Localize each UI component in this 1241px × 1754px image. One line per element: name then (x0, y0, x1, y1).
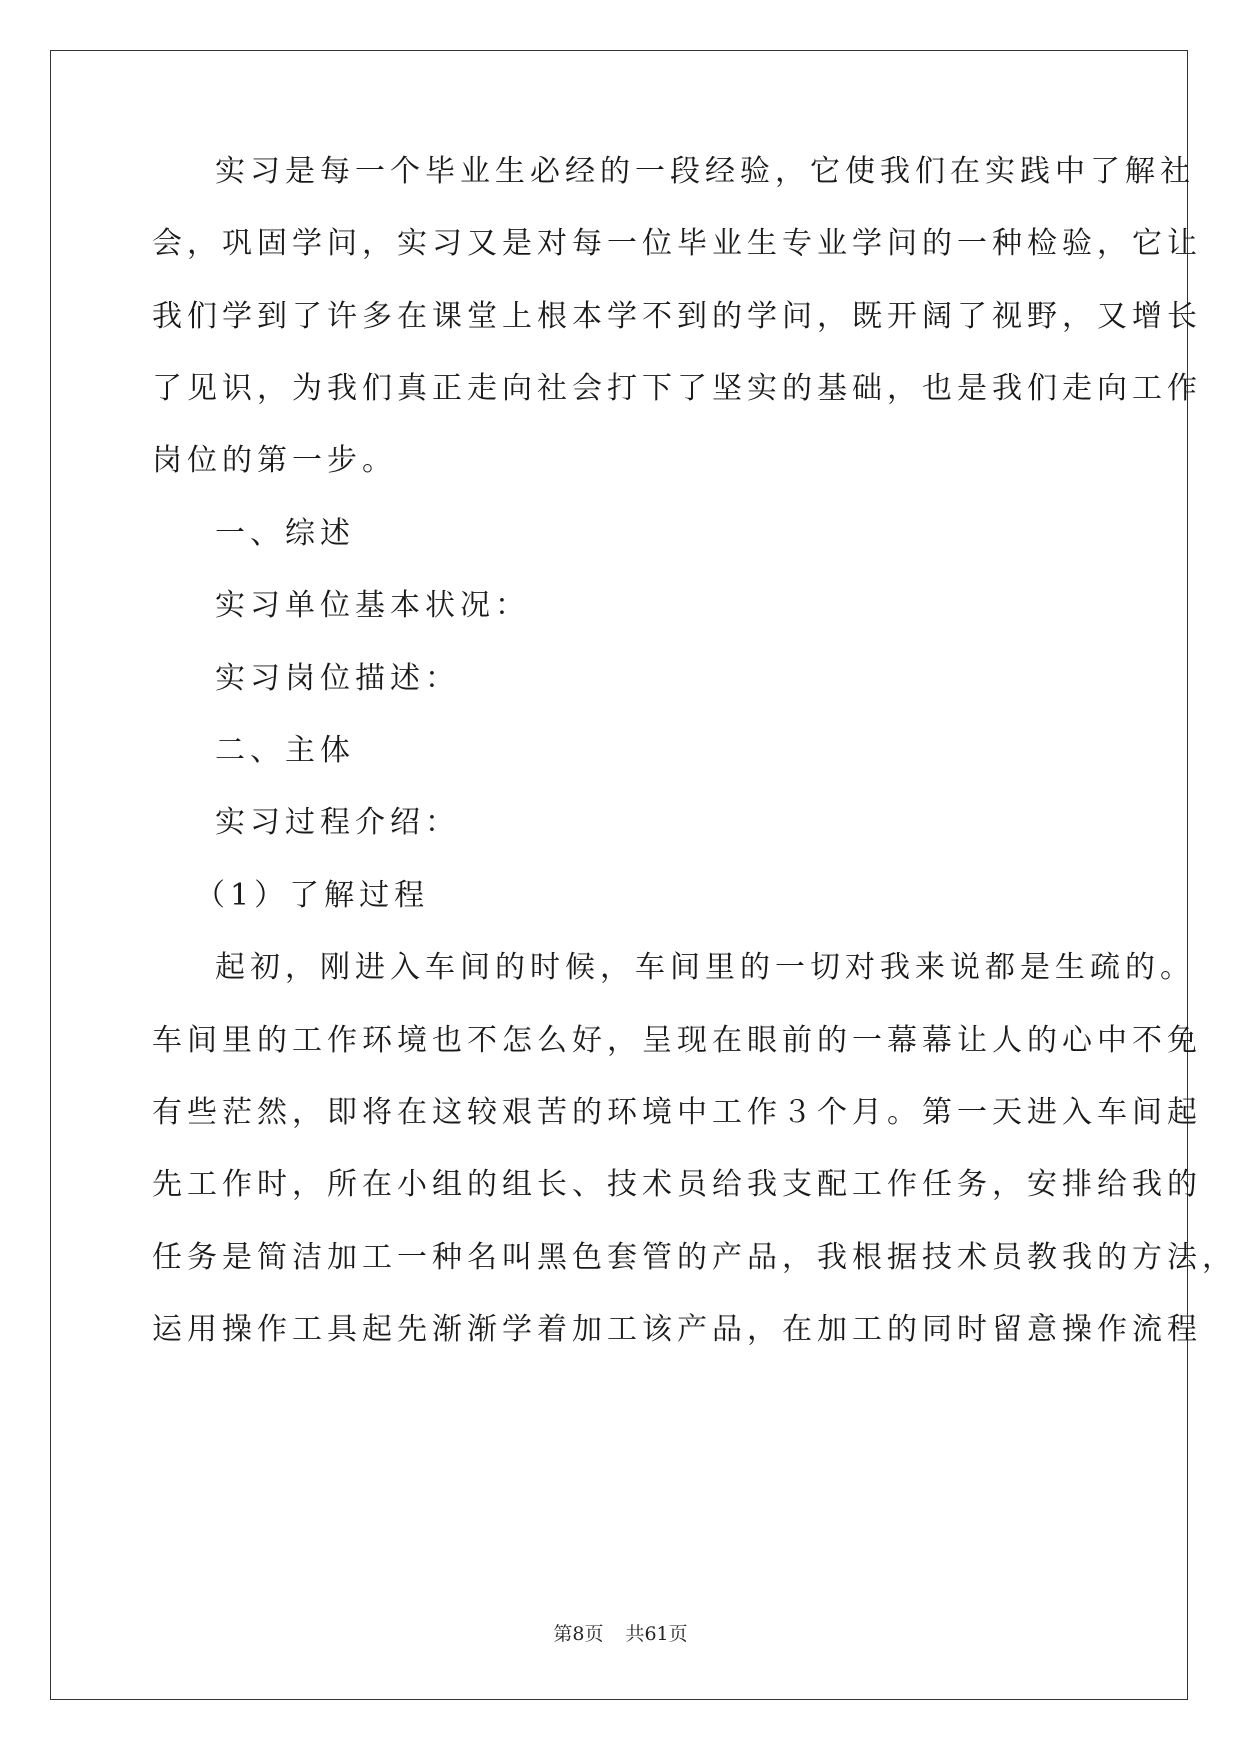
process-line-5: 任务是简洁加工一种名叫黑色套管的产品，我根据技术员教我的方法， (152, 1240, 1237, 1275)
intro-line-2: 会，巩固学问，实习又是对每一位毕业生专业学问的一种检验，它让 (152, 226, 1202, 261)
intro-line-4: 了见识，为我们真正走向社会打下了坚实的基础，也是我们走向工作 (152, 371, 1202, 406)
process-line-4: 先工作时，所在小组的组长、技术员给我支配工作任务，安排给我的 (152, 1167, 1202, 1202)
intro-line-3: 我们学到了许多在课堂上根本学不到的学问，既开阔了视野，又增长 (152, 299, 1202, 334)
page-number-current: 第8页 (553, 1623, 604, 1645)
process-line-2: 车间里的工作环境也不怎么好，呈现在眼前的一幕幕让人的心中不免 (152, 1023, 1202, 1058)
intro-line-5: 岗位的第一步。 (152, 443, 397, 478)
process-line-6: 运用操作工具起先渐渐学着加工该产品，在加工的同时留意操作流程 (152, 1312, 1202, 1347)
section-heading-summary: 一、综述 (215, 516, 355, 551)
item-process-intro: 实习过程介绍： (215, 805, 460, 840)
process-line-1: 起初，刚进入车间的时候，车间里的一切对我来说都是生疏的。 (215, 950, 1195, 985)
intro-line-1: 实习是每一个毕业生必经的一段经验，它使我们在实践中了解社 (215, 154, 1195, 189)
sub-heading-understanding: （1）了解过程 (195, 878, 430, 913)
section-heading-main: 二、主体 (215, 733, 355, 768)
process-line-3: 有些茫然，即将在这较艰苦的环境中工作３个月。第一天进入车间起 (152, 1095, 1202, 1130)
item-post-description: 实习岗位描述： (215, 661, 460, 696)
page-footer (0, 1622, 1241, 1646)
item-unit-status: 实习单位基本状况： (215, 588, 530, 623)
page-number-total: 共61页 (625, 1623, 688, 1645)
